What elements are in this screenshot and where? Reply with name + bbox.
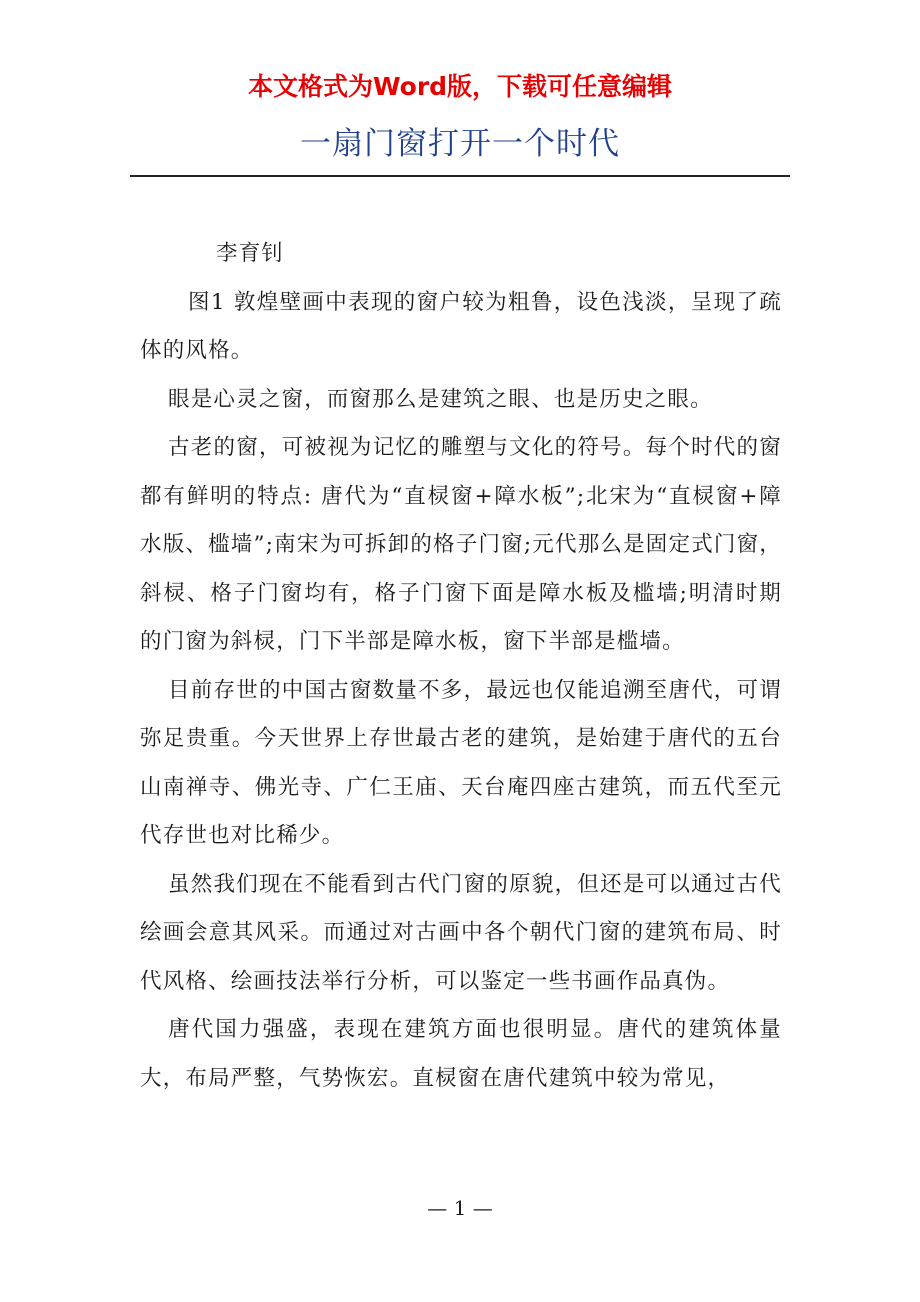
document-body	[140, 230, 782, 1103]
download-notice: 本文格式为Word版，下载可任意编辑	[247, 72, 673, 101]
paragraph: 古老的窗，可被视为记忆的雕塑与文化的符号。每个时代的窗都有鲜明的特点: 唐代为“直棂窗+障水板”;北宋为“直棂窗+障水版、槛墙”;南宋为可拆卸的格子门窗;元代那么是固定式门窗，斜棂、格子门窗均有，格子门窗下面是障水板及槛墙;明清时期的门窗为斜棂，门下半部是障水板，窗下半部是槛墙。	[140, 435, 782, 654]
paragraph: 目前存世的中国古窗数量不多，最远也仅能追溯至唐代，可谓弥足贵重。今天世界上存世最古老的建筑，是始建于唐代的五台山南禅寺、佛光寺、广仁王庙、天台庵四座古建筑，而五代至元代存世也对比稀少。	[140, 677, 782, 848]
title-divider	[130, 175, 790, 177]
paragraph: 虽然我们现在不能看到古代门窗的原貌，但还是可以通过古代绘画会意其风采。而通过对古画中各个朝代门窗的建筑布局、时代风格、绘画技法举行分析，可以鉴定一些书画作品真伪。	[140, 871, 782, 994]
paragraph: 唐代国力强盛，表现在建筑方面也很明显。唐代的建筑体量大，布局严整，气势恢宏。直棂窗在唐代建筑中较为常见，	[140, 1017, 782, 1091]
author-name: 李育钊	[216, 241, 285, 266]
paragraph: 眼是心灵之窗，而窗那么是建筑之眼、也是历史之眼。	[168, 386, 713, 412]
figure-caption: 图1 敦煌壁画中表现的窗户较为粗鲁，设色浅淡，呈现了疏体的风格。	[140, 289, 782, 363]
page-number: — 1 —	[427, 1196, 493, 1220]
document-title: 一扇门窗打开一个时代	[300, 126, 620, 162]
